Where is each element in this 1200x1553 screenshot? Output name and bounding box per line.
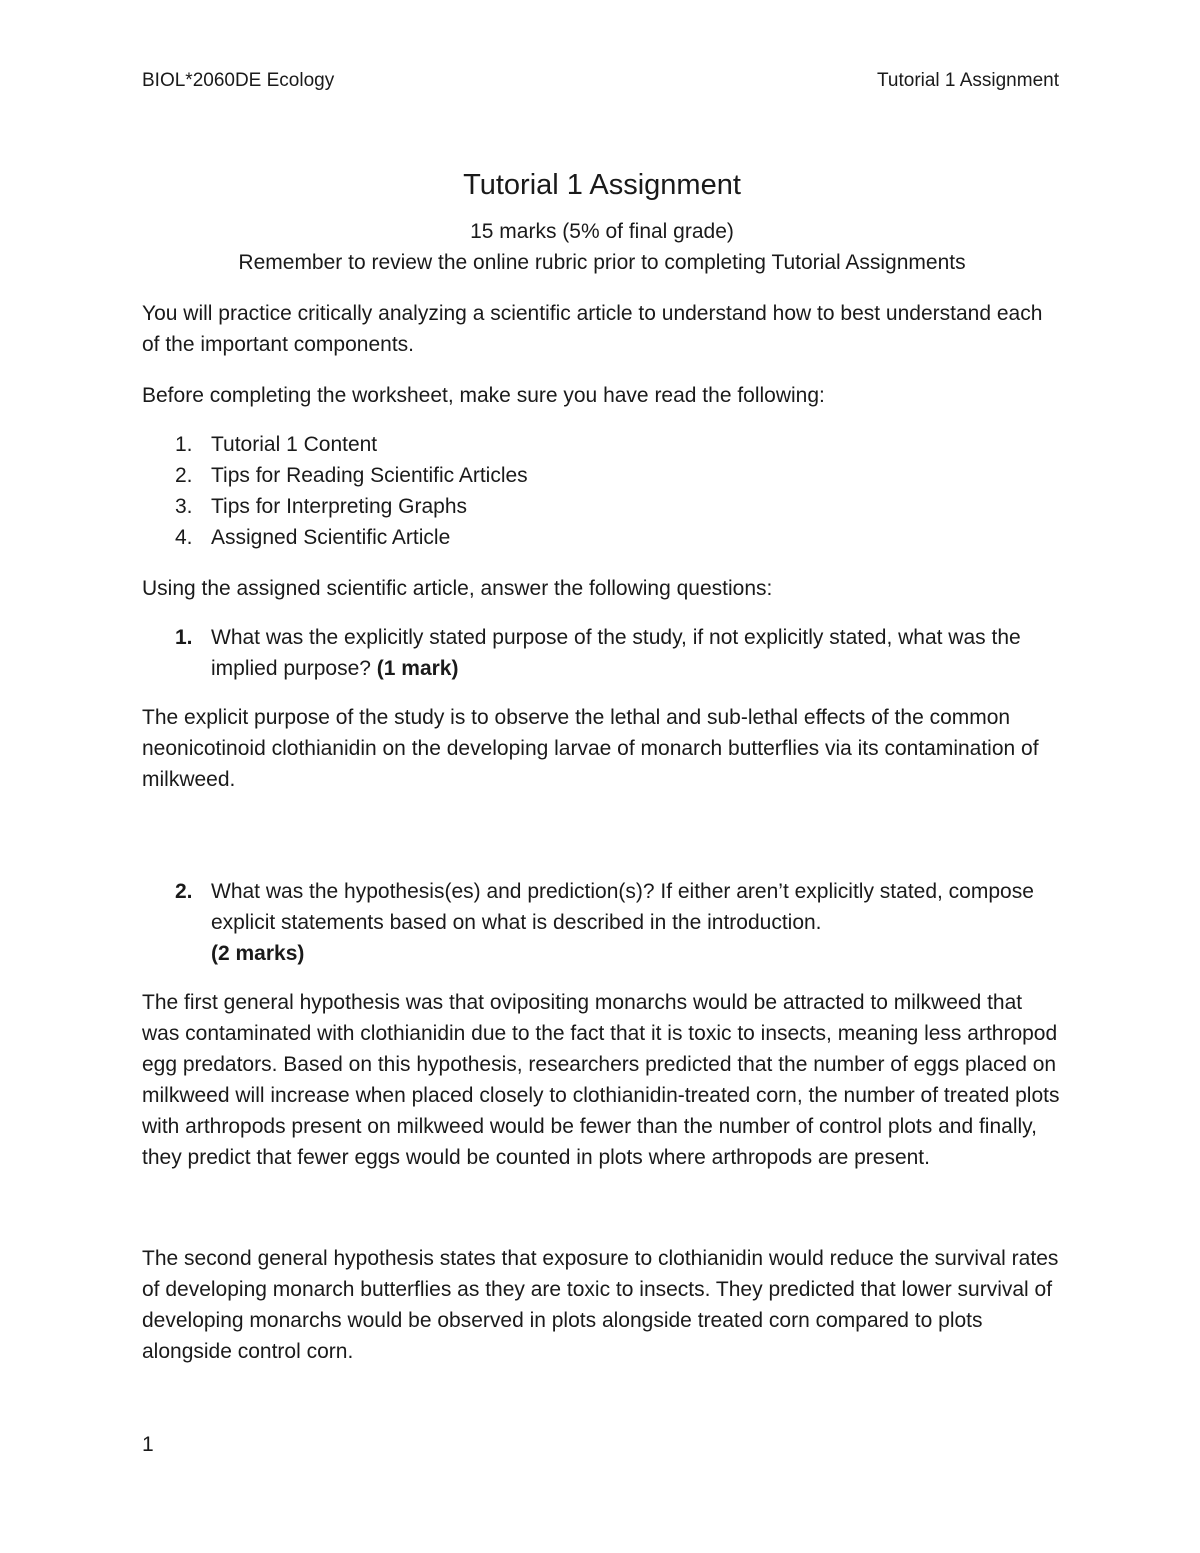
answer-2-hypothesis-1: The first general hypothesis was that ovipositing monarchs would be attracted to milkweed that was contaminated with clothianidin due to the fact that it is toxic to insects, meaning less arthropod egg predators. Based on this hypothesis, researchers predicted that the number of eggs placed on milkweed will increase when placed closely to clothianidin-treated corn, the number of treated plots with arthropods present on milkweed would be fewer than the number of control plots and finally, they predict that fewer eggs would be counted in plots where arthropods are present. <box>142 991 1060 1169</box>
list-item-number: 2. <box>175 464 193 487</box>
list-item <box>142 429 1062 460</box>
answer-2-hypothesis-2: The second general hypothesis states that exposure to clothianidin would reduce the survival rates of developing monarch butterflies as they are toxic to insects. They predicted that lower survival of developing monarchs would be observed in plots alongside treated corn compared to plots alongside control corn. <box>142 1247 1059 1363</box>
before-label: Before completing the worksheet, make sure you have read the following: <box>142 384 825 407</box>
question-number: 1. <box>175 626 193 649</box>
list-item <box>142 460 1062 491</box>
list-item-text: Tips for Reading Scientific Articles <box>211 464 528 487</box>
rubric-reminder: Remember to review the online rubric prior to completing Tutorial Assignments <box>238 251 966 274</box>
question-marks: (1 mark) <box>376 657 459 680</box>
list-item-number: 1. <box>175 433 193 456</box>
list-item-number: 3. <box>175 495 193 518</box>
header-course: BIOL*2060DE Ecology <box>142 70 335 91</box>
marks-line: 15 marks (5% of final grade) <box>470 220 734 243</box>
list-item-text: Tips for Interpreting Graphs <box>211 495 467 518</box>
list-item-text: Tutorial 1 Content <box>211 433 378 456</box>
list-item-text: Assigned Scientific Article <box>211 526 451 549</box>
list-item-number: 4. <box>175 526 193 549</box>
question-marks: (2 marks) <box>211 942 305 965</box>
reading-list <box>142 429 1062 553</box>
page-title: Tutorial 1 Assignment <box>463 169 741 201</box>
question-text: What was the explicitly stated purpose of the study, if not explicitly stated, what was the implied purpose? <box>211 626 1021 680</box>
question-number: 2. <box>175 880 193 903</box>
header-doc-label: Tutorial 1 Assignment <box>877 70 1059 91</box>
question-1 <box>142 622 1062 684</box>
list-item <box>142 491 1062 522</box>
question-text: What was the hypothesis(es) and prediction(s)? If either aren’t explicitly stated, compose explicit statements based on what is described in the introduction. <box>211 880 1034 934</box>
intro-paragraph: You will practice critically analyzing a scientific article to understand how to best understand each of the important components. <box>142 302 1043 356</box>
document-body <box>142 168 1062 1367</box>
question-2 <box>142 876 1062 969</box>
list-item <box>142 522 1062 553</box>
page-number: 1 <box>142 1433 154 1456</box>
using-label: Using the assigned scientific article, answer the following questions: <box>142 577 773 600</box>
answer-1: The explicit purpose of the study is to observe the lethal and sub-lethal effects of the common neonicotinoid clothianidin on the developing larvae of monarch butterflies via its contamination of milkweed. <box>142 706 1039 791</box>
